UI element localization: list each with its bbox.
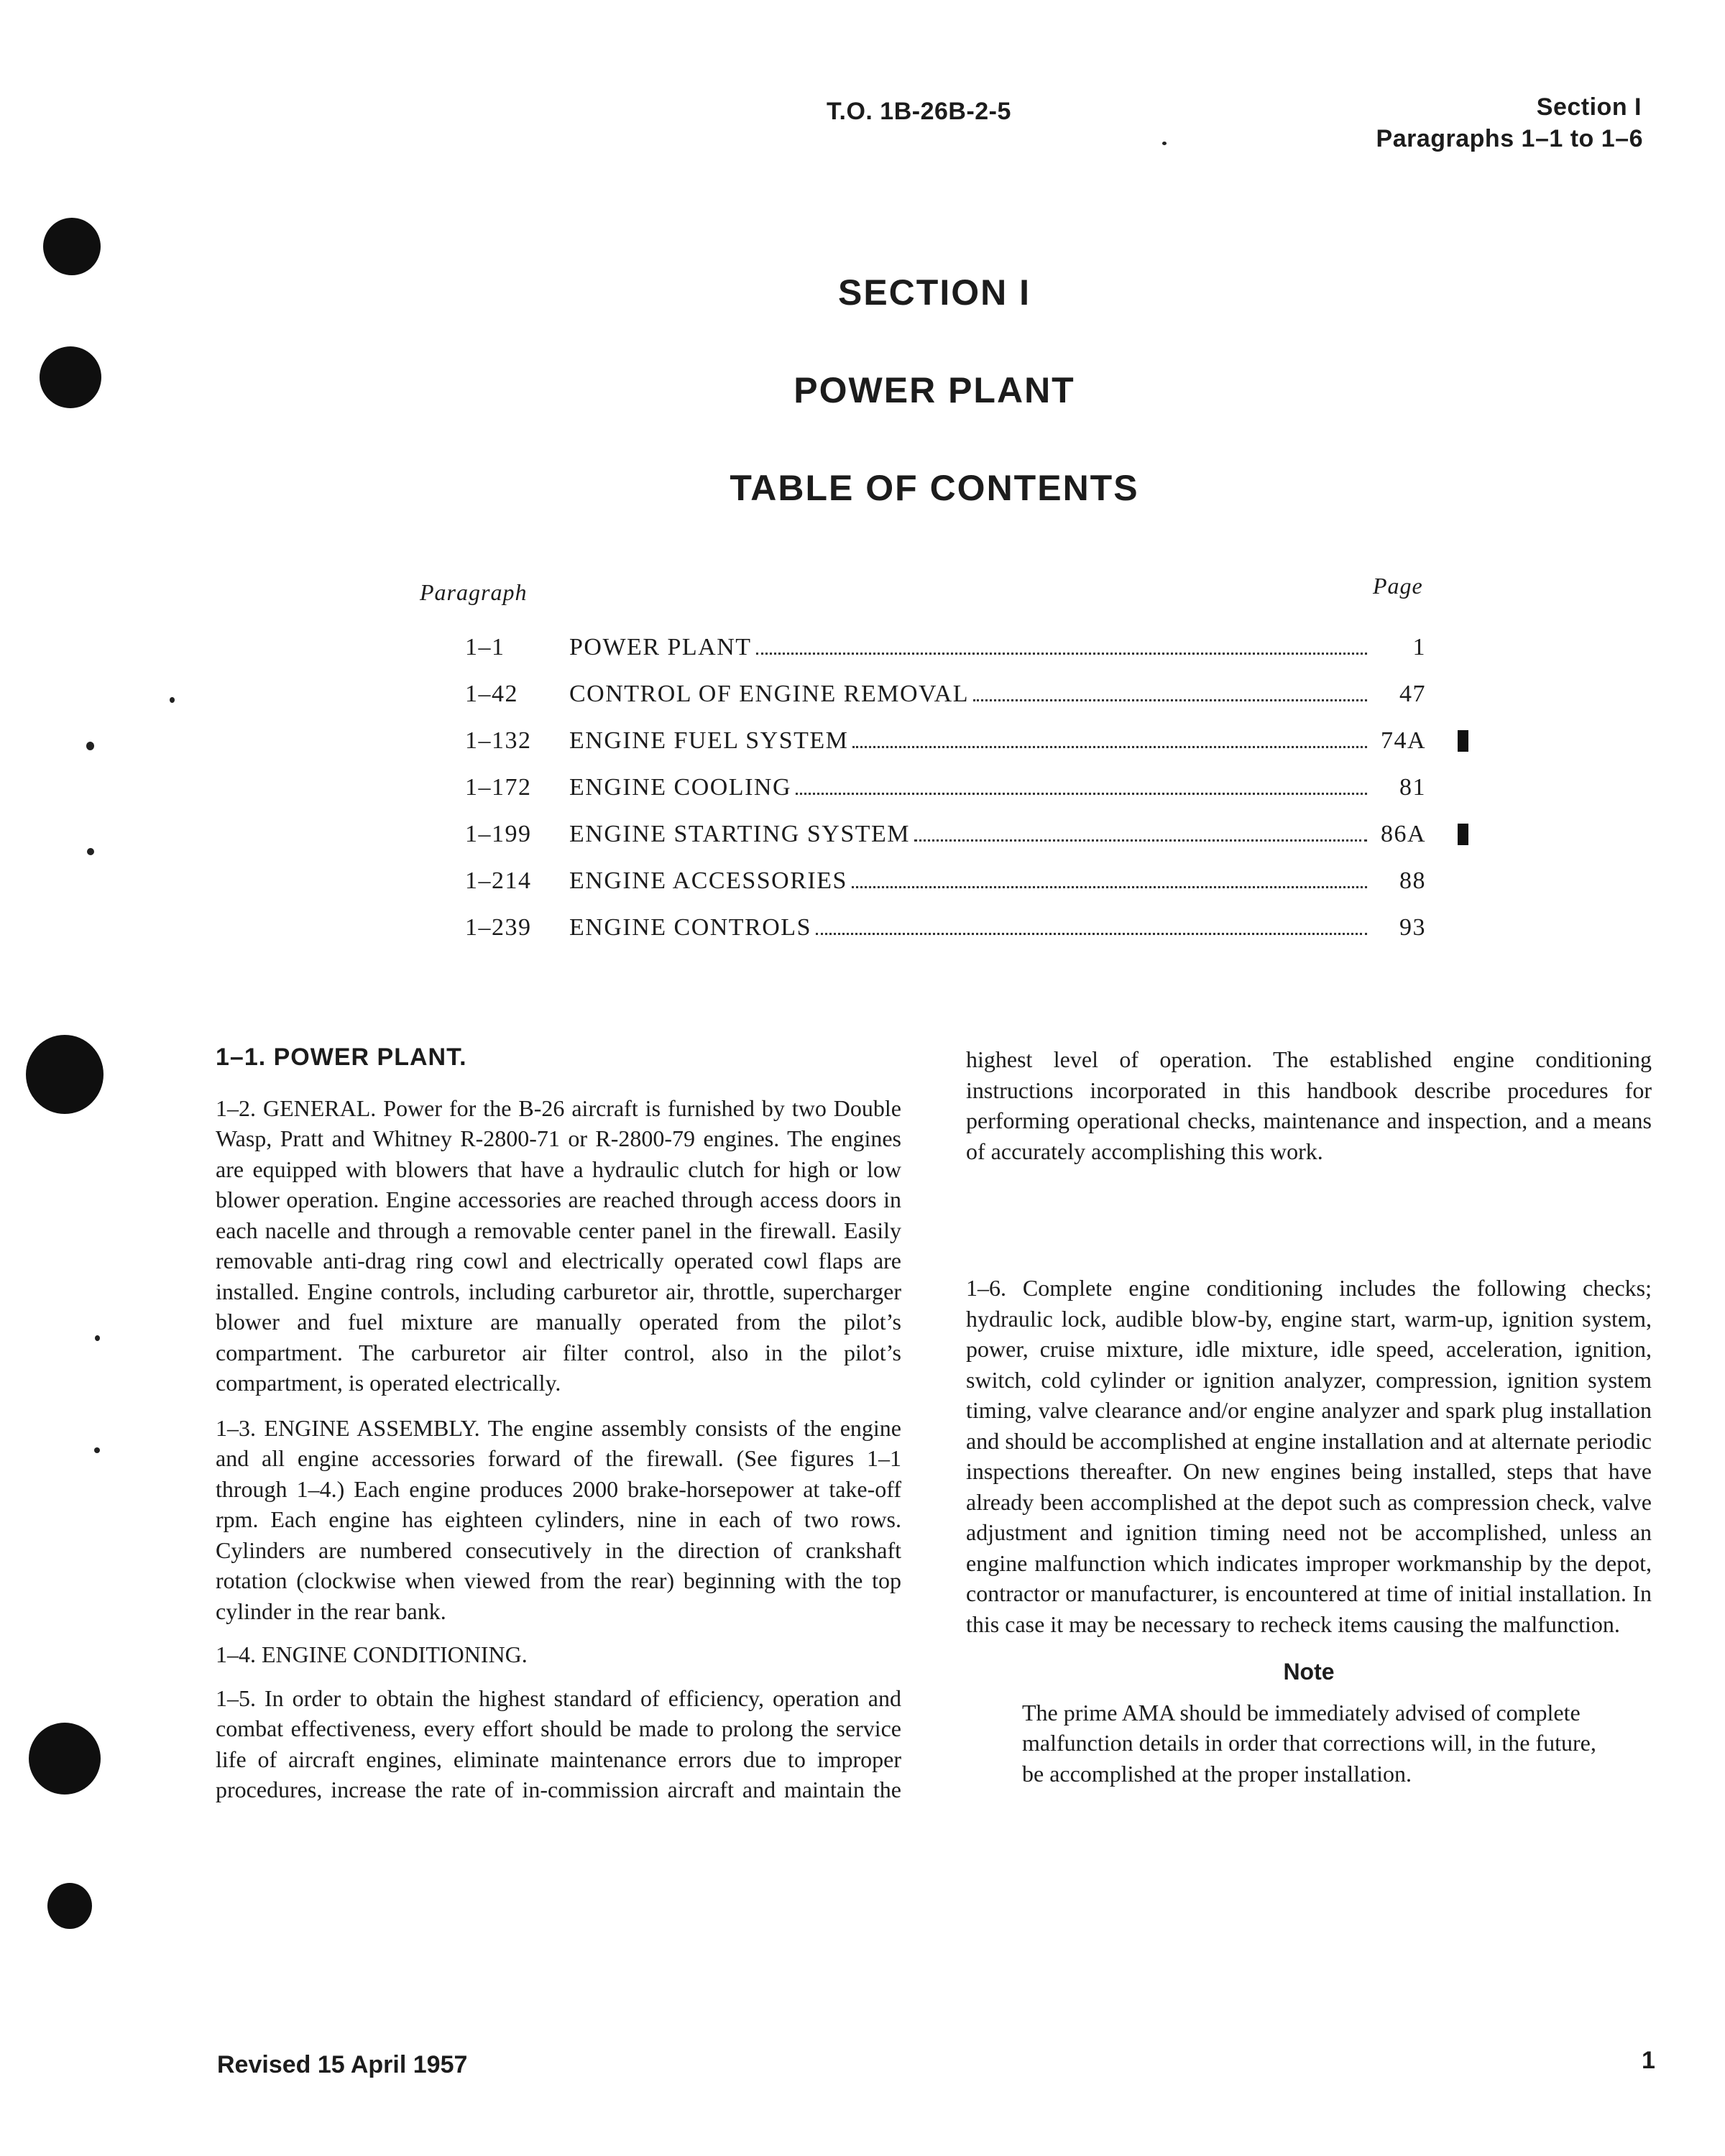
- toc-entry: [569, 774, 1367, 801]
- binder-hole: [43, 218, 101, 275]
- scan-speck: [95, 1335, 100, 1341]
- note-title: Note: [1283, 1659, 1335, 1685]
- toc-paragraph-number: 1–42: [465, 681, 518, 707]
- toc-entry-title: ENGINE COOLING: [569, 774, 792, 801]
- toc-entry-title: ENGINE STARTING SYSTEM: [569, 821, 911, 847]
- toc-leader-dots: [973, 681, 1367, 701]
- toc-page-number: 86A: [1380, 821, 1426, 847]
- binder-hole: [26, 1035, 104, 1114]
- toc-entry: [569, 634, 1367, 661]
- scan-speck: [1162, 142, 1167, 145]
- toc-paragraph-number: 1–132: [465, 727, 532, 754]
- toc-row: [0, 727, 1725, 763]
- page-number: 1: [1642, 2047, 1655, 2074]
- paragraph-1-5-continued-text: highest level of operation. The established engine conditioning instructions incorporated in this handbook describe procedures for performing operational checks, maintenance and inspection, and a means of accurately accomplishing this work.: [966, 1046, 1652, 1164]
- paragraph-1-5-continued: [966, 1044, 1652, 1258]
- toc-leader-dots: [796, 774, 1367, 795]
- toc-row: [0, 774, 1725, 810]
- scan-speck: [94, 1447, 100, 1453]
- section-heading: 1–1. POWER PLANT.: [216, 1044, 467, 1071]
- revision-date: Revised 15 April 1957: [217, 2051, 468, 2078]
- paragraph-1-6: 1–6. Complete engine conditioning includes the following checks; hydraulic lock, audible blow-by, engine start, warm-up, ignition system, power, cruise mixture, idle mixture, idle speed, acceleration, ignition, switch, cold cylinder or ignition analyzer, compression, ignition system timing, valve clearance and/or engine analyzer and spark plug installation and should be accomplished at engine installation and at alternate periodic inspections thereafter. On new engines being installed, steps that have already been accomplished at the depot such as compression check, valve adjustment and ignition timing need not be accomplished, unless an engine malfunction which indicates improper workmanship by the depot, contractor or manufacturer, is encountered at time of initial installation. In this case it may be necessary to recheck items causing the malfunction.: [966, 1275, 1652, 1637]
- toc-paragraph-number: 1–199: [465, 821, 532, 847]
- toc-entry: [569, 681, 1367, 708]
- toc-paragraph-number: 1–1: [465, 634, 505, 660]
- toc-row: [0, 681, 1725, 717]
- binder-hole: [29, 1723, 101, 1795]
- toc-entry: [569, 727, 1367, 755]
- toc-column-page: Page: [1373, 573, 1423, 599]
- paragraph-1-5: 1–5. In order to obtain the highest standard of efficiency, operation and combat effectiveness, every effort should be made to prolong the service life of aircraft engines, eliminate maintenance errors due to improper procedures, increase the rate of in-commission aircraft and maintain the: [216, 1685, 901, 1802]
- toc-row: [0, 821, 1725, 857]
- paragraph-1-4-heading: 1–4. ENGINE CONDITIONING.: [216, 1641, 528, 1667]
- toc-entry-title: ENGINE CONTROLS: [569, 914, 811, 941]
- toc-leader-dots: [756, 634, 1367, 655]
- change-bar-icon: [1458, 824, 1468, 845]
- toc-entry: [569, 821, 1367, 848]
- section-label: Section I: [1536, 93, 1642, 121]
- toc-entry: [569, 867, 1367, 895]
- toc-leader-dots: [914, 821, 1367, 842]
- toc-leader-dots: [852, 727, 1367, 748]
- toc-page-number: 74A: [1380, 727, 1426, 754]
- paragraph-1-3: 1–3. ENGINE ASSEMBLY. The engine assembly consists of the engine and all engine accessories forward of the firewall. (See figures 1–1 through 1–4.) Each engine produces 2000 brake-horsepower at take-off rpm. Each engine has eighteen cylinders, nine in each of two rows. Cylinders are numbered consecutively in the direction of crankshaft rotation (clockwise when viewed from the rear) beginning with the top cylinder in the rear bank.: [216, 1414, 901, 1624]
- left-column: [216, 1042, 901, 1817]
- toc-page-number: 88: [1399, 867, 1426, 894]
- toc-column-paragraph: Paragraph: [420, 579, 528, 605]
- toc-leader-dots: [816, 914, 1367, 935]
- toc-entry-title: ENGINE ACCESSORIES: [569, 867, 847, 894]
- toc-row: [0, 914, 1725, 950]
- paragraph-range: Paragraphs 1–1 to 1–6: [1376, 125, 1643, 152]
- toc-page-number: 1: [1412, 634, 1426, 660]
- note-text: The prime AMA should be immediately advised of complete malfunction details in order that corrections will, in the future, be accomplished at the proper installation.: [1022, 1699, 1596, 1787]
- toc-entry-title: CONTROL OF ENGINE REMOVAL: [569, 681, 969, 707]
- document-number: T.O. 1B-26B-2-5: [827, 98, 1011, 125]
- toc-paragraph-number: 1–239: [465, 914, 532, 941]
- change-bar-icon: [1458, 730, 1468, 752]
- toc-leader-dots: [852, 867, 1367, 888]
- toc-entry-title: POWER PLANT: [569, 634, 752, 660]
- toc-paragraph-number: 1–214: [465, 867, 532, 894]
- toc-row: [0, 867, 1725, 903]
- toc-page-number: 47: [1399, 681, 1426, 707]
- section-title: SECTION I: [837, 272, 1031, 313]
- right-column: [966, 1044, 1652, 1789]
- binder-hole: [47, 1883, 92, 1929]
- subject-title: POWER PLANT: [794, 370, 1075, 410]
- toc-entry-title: ENGINE FUEL SYSTEM: [569, 727, 849, 754]
- toc-paragraph-number: 1–172: [465, 774, 532, 801]
- toc-page-number: 81: [1399, 774, 1426, 801]
- toc-title: TABLE OF CONTENTS: [730, 468, 1139, 508]
- toc-page-number: 93: [1399, 914, 1426, 941]
- toc-row: [0, 634, 1725, 670]
- paragraph-1-2: 1–2. GENERAL. Power for the B-26 aircraft is furnished by two Double Wasp, Pratt and Whitney R-2800-71 or R-2800-79 engines. The engines are equipped with blowers that have a hydraulic clutch for high or low blower operation. Engine accessories are reached through access doors in each nacelle and through a removable center panel in the firewall. Easily removable anti-drag ring cowl and electrically operated cowl flaps are installed. Engine controls, including carburetor air, throttle, supercharger blower and fuel mixture are manually operated from the pilot’s compartment. The carburetor air filter control, also in the pilot’s compartment, is operated electrically.: [216, 1095, 901, 1396]
- toc-entry: [569, 914, 1367, 941]
